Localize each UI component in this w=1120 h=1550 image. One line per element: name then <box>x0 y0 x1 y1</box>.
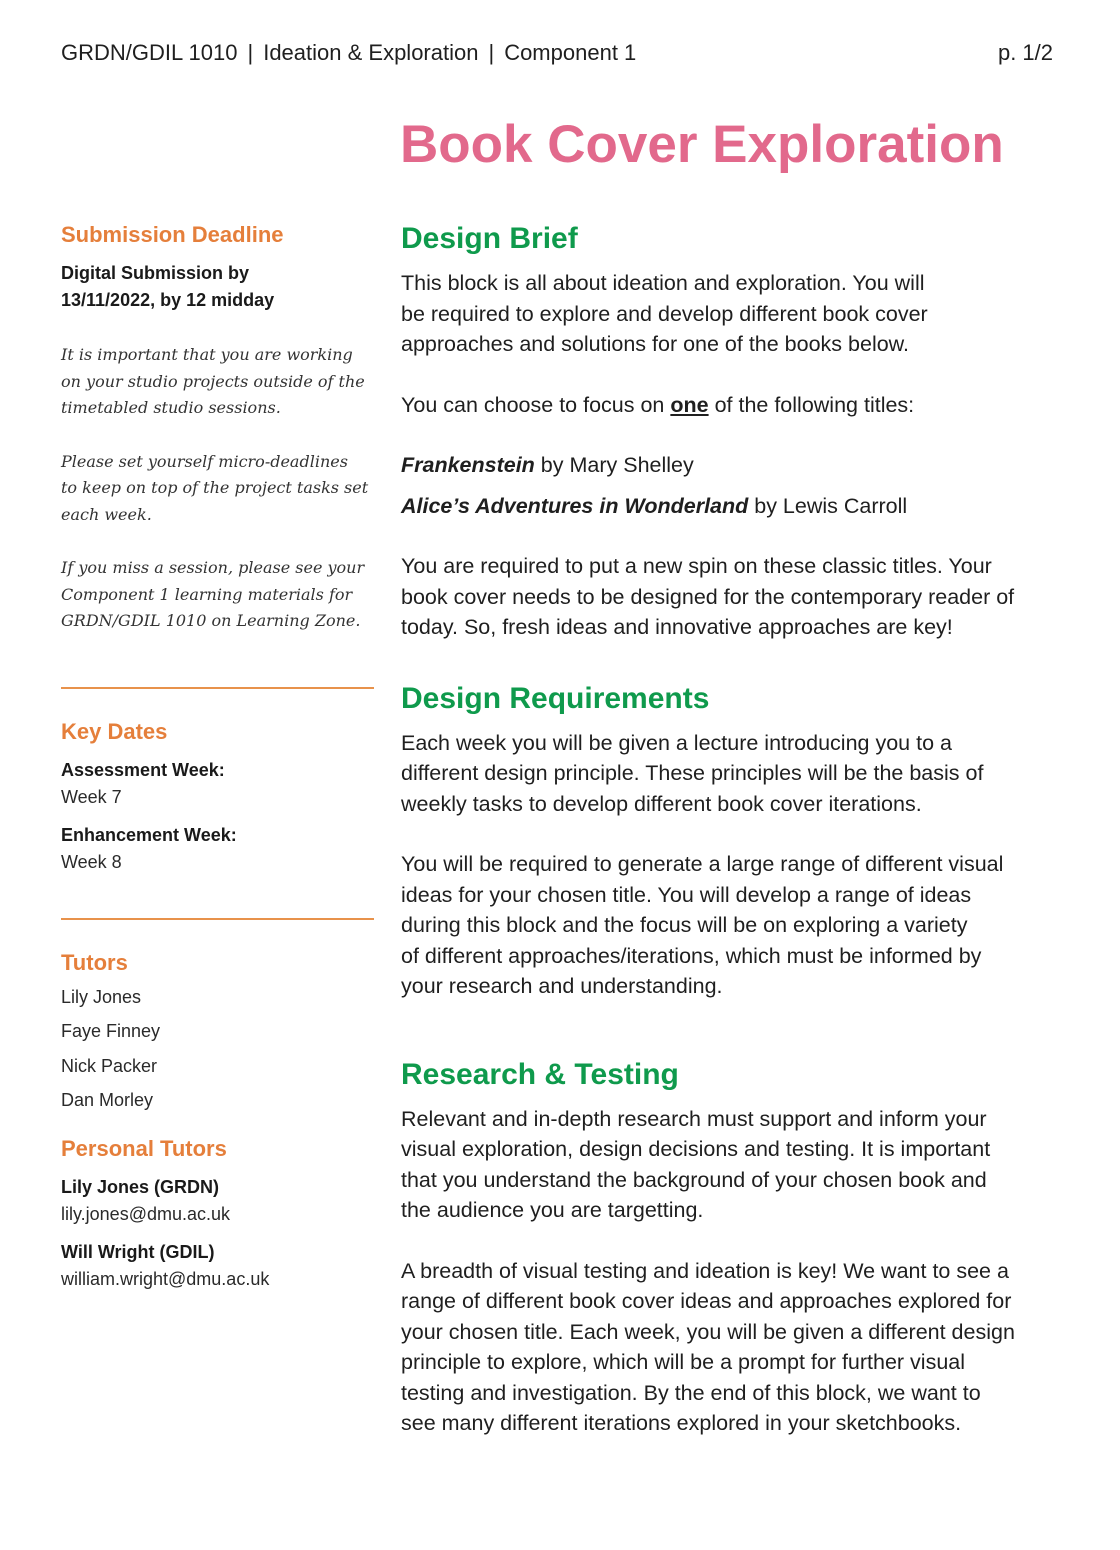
note-line: to keep on top of the project tasks set <box>61 478 369 497</box>
note-line: timetabled studio sessions. <box>61 398 281 417</box>
header-separator: | <box>488 40 495 65</box>
paragraph-line: testing and investigation. By the end of this block, we want to <box>401 1380 981 1405</box>
paragraph-line: range of different book cover ideas and approaches explored for <box>401 1289 1012 1313</box>
paragraph-line: that you understand the background of your chosen book and <box>401 1167 987 1192</box>
key-date-value: Week 8 <box>61 851 122 872</box>
paragraph-line: ideas for your chosen title. You will develop a range of ideas <box>401 882 972 907</box>
paragraph-line: today. So, fresh ideas and innovative approaches are key! <box>401 615 953 639</box>
design-requirements-heading: Design Requirements <box>401 681 710 715</box>
paragraph-line: You will be required to generate a large range of different visual <box>401 852 1004 876</box>
note-line: If you miss a session, please see your <box>61 558 365 577</box>
paragraph-line: book cover needs to be designed for the contemporary reader of <box>401 584 1015 609</box>
block-name: Ideation & Exploration <box>263 40 479 65</box>
choose-emphasis: one <box>670 392 709 417</box>
personal-tutor-name: Will Wright (GDIL) <box>61 1241 215 1262</box>
note-line: Please set yourself micro-deadlines <box>61 451 348 471</box>
personal-tutors-heading: Personal Tutors <box>61 1135 227 1161</box>
book-entry <box>401 491 1061 522</box>
sidebar <box>61 222 374 1293</box>
choose-pre: You can choose to focus on <box>401 392 671 417</box>
book-title: Alice’s Adventures in Wonderland <box>401 493 749 518</box>
header-course-info <box>61 40 636 66</box>
book-entry <box>401 450 1061 481</box>
key-date-label: Assessment Week: <box>61 759 225 780</box>
personal-tutor-email: lily.jones@dmu.ac.uk <box>61 1203 231 1224</box>
research-testing-heading: Research & Testing <box>401 1057 679 1091</box>
paragraph-line: your chosen title. Each week, you will be given a different design <box>401 1319 1015 1344</box>
header-separator: | <box>247 40 254 65</box>
note-line: each week. <box>61 504 152 524</box>
key-date-label: Enhancement Week: <box>61 824 237 845</box>
note-line: It is important that you are working <box>61 345 353 364</box>
key-date-value: Week 7 <box>61 786 122 807</box>
paragraph-line: weekly tasks to develop different book cover iterations. <box>401 791 922 816</box>
tutor-list <box>61 980 374 1118</box>
main-content <box>401 218 1061 1439</box>
note-line: on your studio projects outside of the <box>61 371 365 391</box>
key-dates-heading: Key Dates <box>61 718 168 744</box>
tutor-name: Dan Morley <box>61 1090 154 1110</box>
course-code: GRDN/GDIL 1010 <box>61 40 238 65</box>
personal-tutor-name: Lily Jones (GRDN) <box>61 1176 220 1197</box>
book-author: by Lewis Carroll <box>748 493 908 518</box>
paragraph-line: the audience you are targetting. <box>401 1198 704 1222</box>
book-title: Frankenstein <box>401 453 535 477</box>
tutor-name: Faye Finney <box>61 1021 161 1041</box>
note-line: Component 1 learning materials for <box>61 584 353 604</box>
paragraph-line: visual exploration, design decisions and testing. It is important <box>401 1137 991 1161</box>
note-line: GRDN/GDIL 1010 on Learning Zone. <box>61 611 361 630</box>
paragraph-line: see many different iterations explored in your sketchbooks. <box>401 1411 962 1435</box>
paragraph-line: Relevant and in-depth research must support and inform your <box>401 1106 987 1131</box>
choose-post: of the following titles: <box>708 392 915 417</box>
book-author: by Mary Shelley <box>534 453 694 477</box>
paragraph-line: You are required to put a new spin on these classic titles. Your <box>401 554 992 578</box>
paragraph-line: A breadth of visual testing and ideation is key! We want to see a <box>401 1258 1009 1283</box>
paragraph-line: Each week you will be given a lecture introducing you to a <box>401 730 952 755</box>
submission-deadline-heading: Submission Deadline <box>61 222 284 247</box>
submission-date: 13/11/2022, by 12 midday <box>61 290 275 310</box>
page-number: p. 1/2 <box>997 40 1053 65</box>
design-requirements-section <box>401 678 1061 1002</box>
paragraph-line: of different approaches/iterations, which must be informed by <box>401 943 982 968</box>
tutor-name: Nick Packer <box>61 1055 158 1076</box>
page-title: Book Cover Exploration <box>400 115 1004 174</box>
paragraph-line: principle to explore, which will be a prompt for further visual <box>401 1350 966 1374</box>
research-testing-section <box>401 1054 1061 1439</box>
paragraph-line: during this block and the focus will be on exploring a variety <box>401 913 968 937</box>
paragraph-line: This block is all about ideation and exploration. You will <box>401 271 925 295</box>
paragraph-line: be required to explore and develop different book cover <box>401 301 928 326</box>
paragraph-line: approaches and solutions for one of the books below. <box>401 332 909 356</box>
personal-tutor-email: william.wright@dmu.ac.uk <box>61 1268 270 1289</box>
submission-line: Digital Submission by <box>61 263 250 283</box>
choose-title-line <box>401 390 1061 421</box>
component-name: Component 1 <box>504 40 637 65</box>
paragraph-line: your research and understanding. <box>401 974 723 998</box>
page-header <box>61 40 1053 74</box>
tutor-name: Lily Jones <box>61 986 142 1007</box>
tutors-heading: Tutors <box>61 949 128 975</box>
design-brief-heading: Design Brief <box>401 222 578 255</box>
paragraph-line: different design principle. These principles will be the basis of <box>401 761 984 785</box>
design-brief-section <box>401 218 1061 643</box>
